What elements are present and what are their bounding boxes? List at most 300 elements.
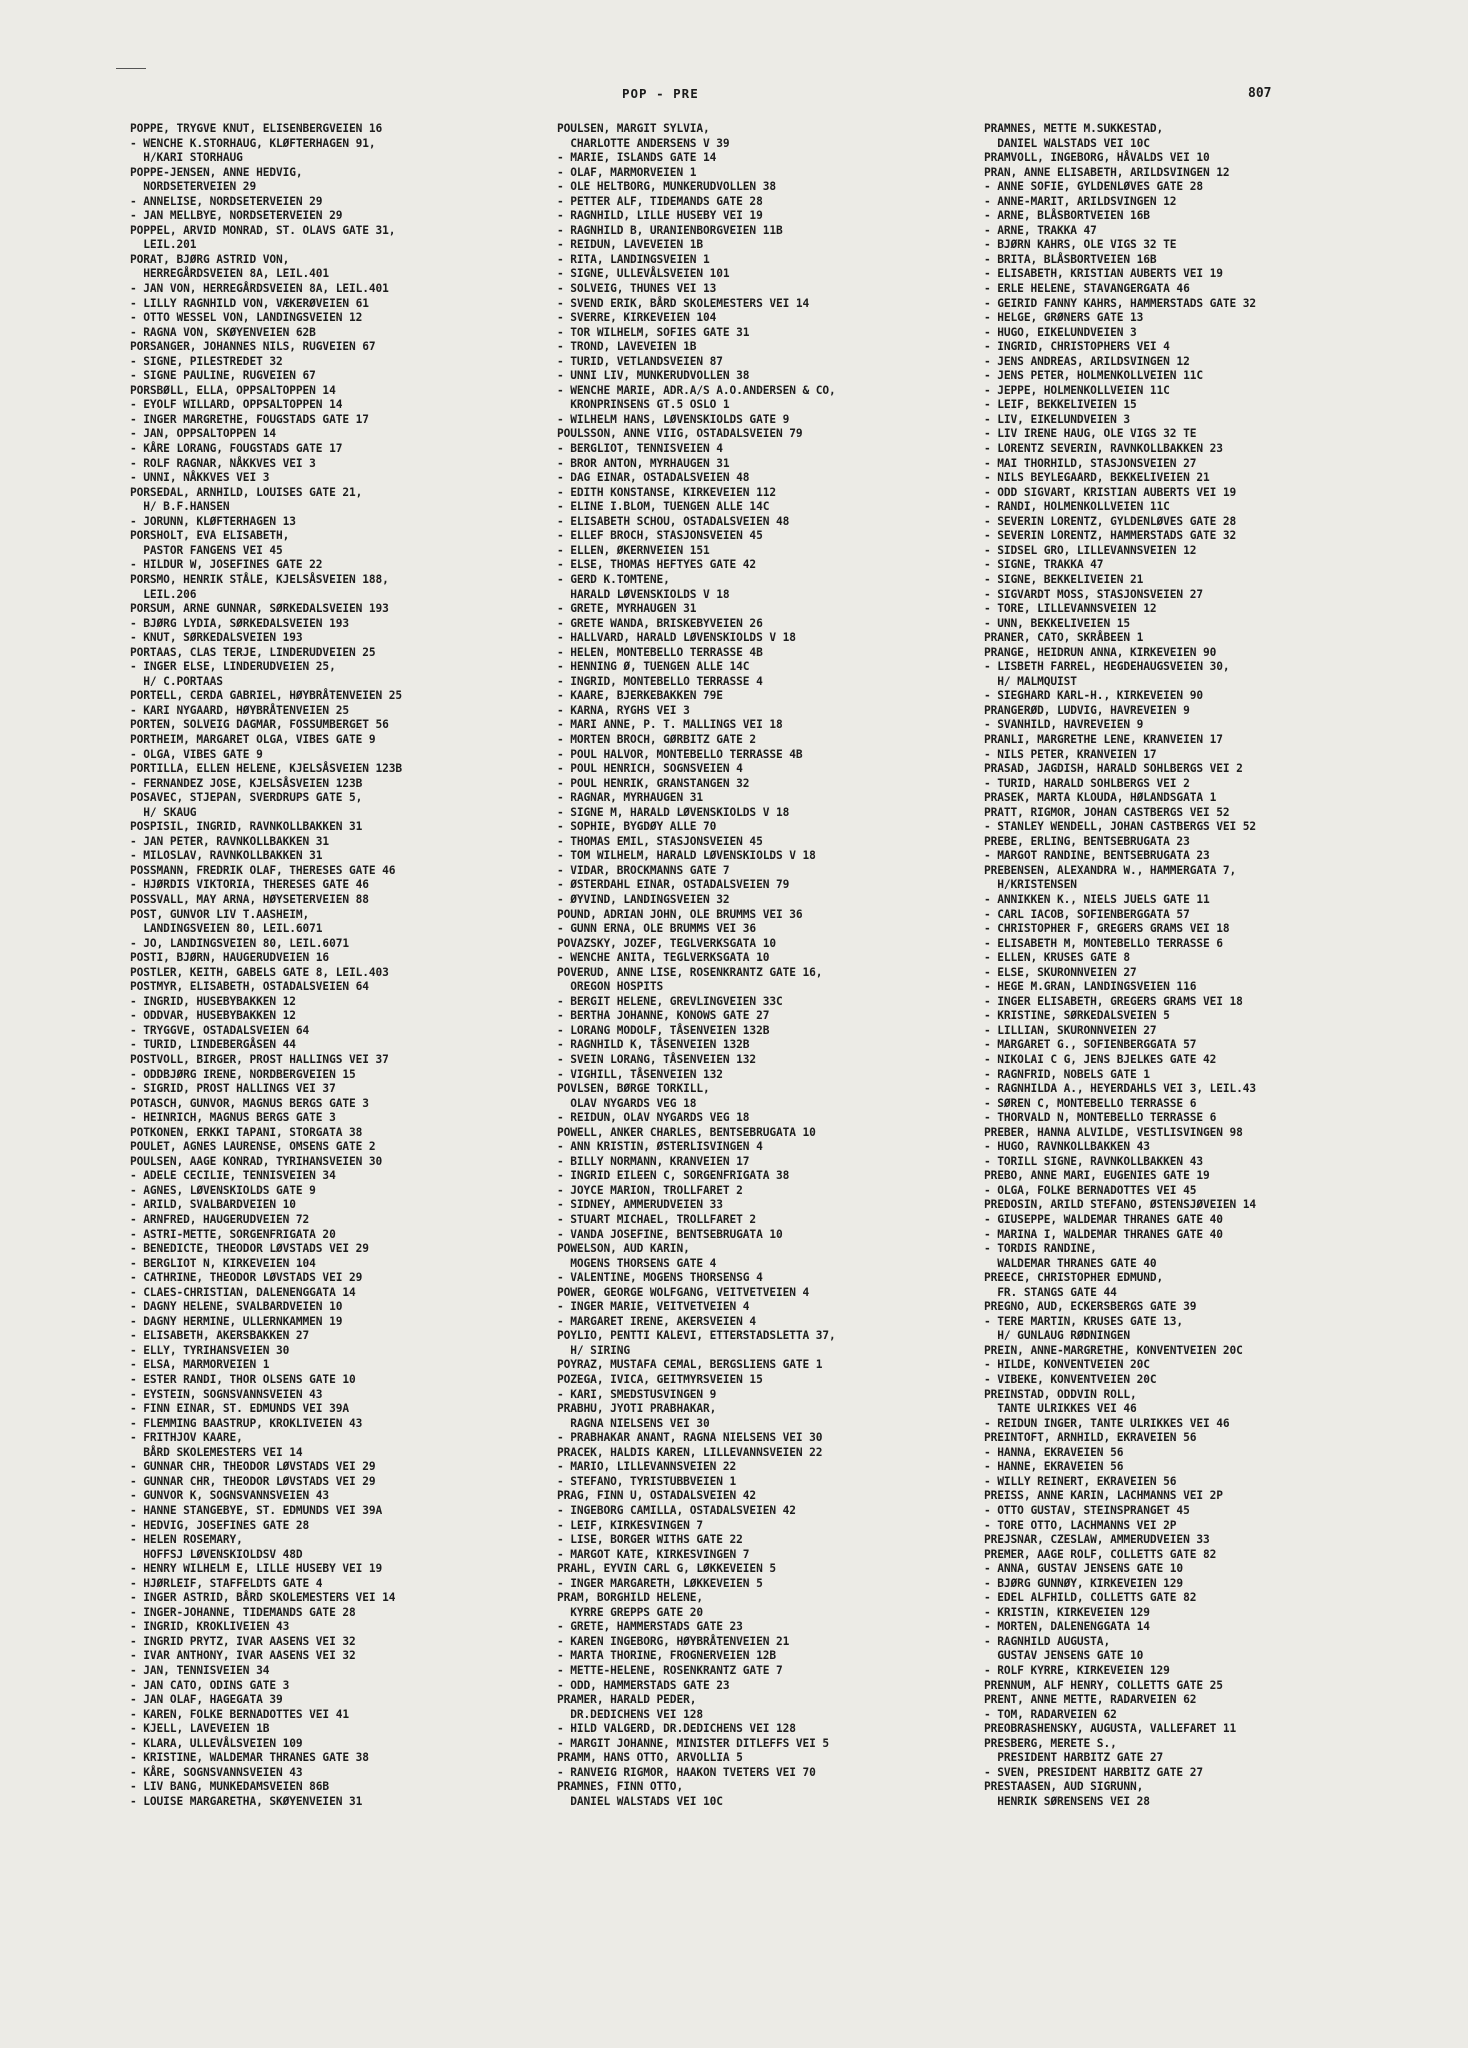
directory-entry: PORTAAS, CLAS TERJE, LINDERUDVEIEN 25 (130, 645, 376, 659)
directory-entry: - RAGNHILD B, URANIENBORGVEIEN 11B (557, 223, 783, 237)
directory-entry: H/ SIRING (557, 1343, 630, 1357)
directory-entry: PORTELL, CERDA GABRIEL, HØYBRÅTENVEIEN 25 (130, 689, 403, 703)
directory-entry: POVERUD, ANNE LISE, ROSENKRANTZ GATE 16, (557, 965, 823, 979)
directory-entry: POUND, ADRIAN JOHN, OLE BRUMMS VEI 36 (557, 907, 803, 921)
directory-entry: PORSBØLL, ELLA, OPPSALTOPPEN 14 (130, 383, 336, 397)
directory-entry: - GUNVOR K, SOGNSVANNSVEIEN 43 (130, 1489, 330, 1503)
directory-entry: - ROLF KYRRE, KIRKEVEIEN 129 (984, 1663, 1170, 1677)
directory-entry: - INGER ELSE, LINDERUDVEIEN 25, (130, 660, 336, 674)
directory-entry: - SIDNEY, AMMERUDVEIEN 33 (557, 1198, 723, 1212)
directory-entry: PRAMNES, METTE M.SUKKESTAD, (984, 122, 1164, 135)
directory-entry: - JORUNN, KLØFTERHAGEN 13 (130, 514, 296, 528)
directory-entry: PREGNO, AUD, ECKERSBERGS GATE 39 (984, 1300, 1197, 1314)
directory-entry: - ANNE-MARIT, ARILDSVINGEN 12 (984, 194, 1177, 208)
directory-entry: POSSVALL, MAY ARNA, HØYSETERVEIEN 88 (130, 892, 369, 906)
directory-entry: - SIGNE, ULLEVÅLSVEIEN 101 (557, 267, 730, 281)
directory-entry: - GEIRID FANNY KAHRS, HAMMERSTADS GATE 32 (984, 296, 1257, 310)
directory-entry: - MARTA THORINE, FROGNERVEIEN 12B (557, 1649, 776, 1663)
directory-entry: - HILDUR W, JOSEFINES GATE 22 (130, 558, 323, 572)
directory-entry: - LISE, BORGER WITHS GATE 22 (557, 1533, 743, 1547)
directory-entry: - VANDA JOSEFINE, BENTSEBRUGATA 10 (557, 1227, 783, 1241)
directory-entry: PREINSTAD, ODDVIN ROLL, (984, 1387, 1137, 1401)
directory-entry: - BROR ANTON, MYRHAUGEN 31 (557, 456, 730, 470)
directory-entry: - RAGNHILD AUGUSTA, (984, 1634, 1111, 1648)
directory-entry: - KJELL, LAVEVEIEN 1B (130, 1722, 270, 1736)
directory-entry: - REIDUN INGER, TANTE ULRIKKES VEI 46 (984, 1416, 1230, 1430)
directory-entry: - MILOSLAV, RAVNKOLLBAKKEN 31 (130, 849, 323, 863)
directory-entry: - HANNE, EKRAVEIEN 56 (984, 1460, 1124, 1474)
directory-entry: PRANER, CATO, SKRÅBEEN 1 (984, 631, 1144, 645)
directory-entry: - ANNE SOFIE, GYLDENLØVES GATE 28 (984, 180, 1203, 194)
directory-entry: - INGRID PRYTZ, IVAR AASENS VEI 32 (130, 1634, 356, 1648)
directory-entry: - KÅRE LORANG, FOUGSTADS GATE 17 (130, 442, 343, 456)
directory-entry: POULET, AGNES LAURENSE, OMSENS GATE 2 (130, 1140, 376, 1154)
directory-entry: - WILLY REINERT, EKRAVEIEN 56 (984, 1474, 1177, 1488)
directory-entry: - MARIO, LILLEVANNSVEIEN 22 (557, 1460, 737, 1474)
directory-entry: PREBE, ERLING, BENTSEBRUGATA 23 (984, 834, 1190, 848)
directory-entry: CHARLOTTE ANDERSENS V 39 (557, 136, 730, 150)
directory-entry: - FLEMMING BAASTRUP, KROKLIVEIEN 43 (130, 1416, 363, 1430)
directory-entry: - INGER MARIE, VEITVETVEIEN 4 (557, 1300, 750, 1314)
directory-entry: - GUNNAR CHR, THEODOR LØVSTADS VEI 29 (130, 1460, 376, 1474)
directory-entry: PREOBRASHENSKY, AUGUSTA, VALLEFARET 11 (984, 1722, 1237, 1736)
directory-entry: HENRIK SØRENSENS VEI 28 (984, 1794, 1150, 1808)
directory-entry: - KAREN, FOLKE BERNADOTTES VEI 41 (130, 1707, 349, 1721)
directory-entry: POPPE-JENSEN, ANNE HEDVIG, (130, 165, 303, 179)
directory-entry: - SOPHIE, BYGDØY ALLE 70 (557, 820, 717, 834)
directory-entry: - JAN MELLBYE, NORDSETERVEIEN 29 (130, 209, 343, 223)
directory-entry: POTKONEN, ERKKI TAPANI, STORGATA 38 (130, 1125, 363, 1139)
directory-entry: H/ SKAUG (130, 805, 197, 819)
directory-entry: - LORENTZ SEVERIN, RAVNKOLLBAKKEN 23 (984, 442, 1223, 456)
directory-entry: - DAGNY HERMINE, ULLERNKAMMEN 19 (130, 1314, 343, 1328)
directory-entry: - ARNE, BLÅSBORTVEIEN 16B (984, 209, 1150, 223)
directory-entry: - RAGNA VON, SKØYENVEIEN 62B (130, 325, 316, 339)
directory-entry: - JENS ANDREAS, ARILDSVINGEN 12 (984, 354, 1190, 368)
directory-entry: - MARI ANNE, P. T. MALLINGS VEI 18 (557, 718, 783, 732)
directory-entry: PORSANGER, JOHANNES NILS, RUGVEIEN 67 (130, 340, 376, 354)
directory-entry: - RANDI, HOLMENKOLLVEIEN 11C (984, 500, 1170, 514)
directory-entry: - THORVALD N, MONTEBELLO TERRASSE 6 (984, 1111, 1217, 1125)
directory-entry: - OLGA, FOLKE BERNADOTTES VEI 45 (984, 1183, 1197, 1197)
directory-entry: PRENNUM, ALF HENRY, COLLETTS GATE 25 (984, 1678, 1223, 1692)
directory-entry: - RAGNHILD K, TÅSENVEIEN 132B (557, 1038, 750, 1052)
directory-entry: PREMER, AAGE ROLF, COLLETTS GATE 82 (984, 1547, 1217, 1561)
directory-entry: - KARI NYGAARD, HØYBRÅTENVEIEN 25 (130, 703, 349, 717)
directory-entry: - TORE, LILLEVANNSVEIEN 12 (984, 602, 1157, 616)
directory-entry: - ARNE, TRAKKA 47 (984, 223, 1097, 237)
directory-entry: - GERD K.TOMTENE, (557, 572, 670, 586)
directory-entry: - TOM WILHELM, HARALD LØVENSKIOLDS V 18 (557, 849, 816, 863)
page-header (0, 86, 1468, 106)
directory-entry: - SIGVARDT MOSS, STASJONSVEIEN 27 (984, 587, 1203, 601)
directory-entry: OREGON HOSPITS (557, 980, 664, 994)
directory-entry: - KAREN INGEBORG, HØYBRÅTENVEIEN 21 (557, 1634, 790, 1648)
directory-entry: KRONPRINSENS GT.5 OSLO 1 (557, 398, 730, 412)
directory-entry: - WENCHE K.STORHAUG, KLØFTERHAGEN 91, (130, 136, 376, 150)
directory-entry: - BERGLIOT, TENNISVEIEN 4 (557, 442, 723, 456)
directory-entry: - HEDVIG, JOSEFINES GATE 28 (130, 1518, 310, 1532)
directory-entry: H/ B.F.HANSEN (130, 500, 230, 514)
directory-entry: - BRITA, BLÅSBORTVEIEN 16B (984, 252, 1157, 266)
directory-entry: PREINTOFT, ARNHILD, EKRAVEIEN 56 (984, 1431, 1197, 1445)
directory-entry: - NILS BEYLEGAARD, BEKKELIVEIEN 21 (984, 471, 1210, 485)
directory-entry: DR.DEDICHENS VEI 128 (557, 1707, 703, 1721)
directory-entry: - ADELE CECILIE, TENNISVEIEN 34 (130, 1169, 336, 1183)
directory-entry: - ANNELISE, NORDSETERVEIEN 29 (130, 194, 323, 208)
directory-entry: - NILS PETER, KRANVEIEN 17 (984, 747, 1157, 761)
directory-entry: - RAGNHILDA A., HEYERDAHLS VEI 3, LEIL.43 (984, 1082, 1257, 1096)
directory-entry: - FERNANDEZ JOSE, KJELSÅSVEIEN 123B (130, 776, 363, 790)
directory-entry: - UNNI LIV, MUNKERUDVOLLEN 38 (557, 369, 750, 383)
directory-entry: - ELISABETH, KRISTIAN AUBERTS VEI 19 (984, 267, 1223, 281)
directory-entry: - ANNIKKEN K., NIELS JUELS GATE 11 (984, 892, 1210, 906)
directory-entry: PREISS, ANNE KARIN, LACHMANNS VEI 2P (984, 1489, 1223, 1503)
directory-entry: - INGRID, KROKLIVEIEN 43 (130, 1620, 290, 1634)
directory-entry: PRANGE, HEIDRUN ANNA, KIRKEVEIEN 90 (984, 645, 1217, 659)
directory-entry: - RAGNAR, MYRHAUGEN 31 (557, 791, 703, 805)
directory-entry: - KRISTINE, SØRKEDALSVEIEN 5 (984, 1009, 1170, 1023)
directory-entry: - SEVERIN LORENTZ, HAMMERSTADS GATE 32 (984, 529, 1237, 543)
directory-entry: - HJØRLEIF, STAFFELDTS GATE 4 (130, 1576, 323, 1590)
directory-entry: - STANLEY WENDELL, JOHAN CASTBERGS VEI 52 (984, 820, 1257, 834)
directory-entry: - FRITHJOV KAARE, (130, 1431, 243, 1445)
directory-entry: POPPE, TRYGVE KNUT, ELISENBERGVEIEN 16 (130, 122, 383, 135)
directory-entry: H/KARI STORHAUG (130, 151, 243, 165)
directory-entry: - JAN VON, HERREGÅRDSVEIEN 8A, LEIL.401 (130, 282, 389, 296)
directory-entry: MOGENS THORSENS GATE 4 (557, 1256, 717, 1270)
directory-entry: - LIV BANG, MUNKEDAMSVEIEN 86B (130, 1780, 330, 1794)
directory-entry: - ELSE, SKURONNVEIEN 27 (984, 965, 1137, 979)
directory-entry: - LIV IRENE HAUG, OLE VIGS 32 TE (984, 427, 1197, 441)
directory-entry: PASTOR FANGENS VEI 45 (130, 543, 283, 557)
directory-entry: - OLGA, VIBES GATE 9 (130, 747, 263, 761)
directory-entry: - TOR WILHELM, SOFIES GATE 31 (557, 325, 750, 339)
directory-entry: - SIEGHARD KARL-H., KIRKEVEIEN 90 (984, 689, 1203, 703)
directory-entry: - DAG EINAR, OSTADALSVEIEN 48 (557, 471, 750, 485)
directory-entry: POYRAZ, MUSTAFA CEMAL, BERGSLIENS GATE 1 (557, 1358, 823, 1372)
directory-entry: - ASTRI-METTE, SORGENFRIGATA 20 (130, 1227, 336, 1241)
directory-entry: - ØSTERDAHL EINAR, OSTADALSVEIEN 79 (557, 878, 790, 892)
directory-entry: - HILD VALGERD, DR.DEDICHENS VEI 128 (557, 1722, 796, 1736)
directory-entry: - UNN, BEKKELIVEIEN 15 (984, 616, 1130, 630)
directory-entry: - BJØRN KAHRS, OLE VIGS 32 TE (984, 238, 1177, 252)
directory-entry: - SIGNE M, HARALD LØVENSKIOLDS V 18 (557, 805, 790, 819)
directory-entry: PRESTAASEN, AUD SIGRUNN, (984, 1780, 1144, 1794)
directory-entry: - ARILD, SVALBARDVEIEN 10 (130, 1198, 296, 1212)
directory-entry: - HALLVARD, HARALD LØVENSKIOLDS V 18 (557, 631, 796, 645)
directory-entry: - HJØRDIS VIKTORIA, THERESES GATE 46 (130, 878, 369, 892)
directory-entry: - ARNFRED, HAUGERUDVEIEN 72 (130, 1213, 310, 1227)
directory-entry: PRASAD, JAGDISH, HARALD SOHLBERGS VEI 2 (984, 762, 1243, 776)
directory-entry: - KAARE, BJERKEBAKKEN 79E (557, 689, 723, 703)
directory-entry: WALDEMAR THRANES GATE 40 (984, 1256, 1157, 1270)
directory-entry: - SØREN C, MONTEBELLO TERRASSE 6 (984, 1096, 1197, 1110)
directory-entry: POYLIO, PENTTI KALEVI, ETTERSTADSLETTA 37, (557, 1329, 836, 1343)
directory-entry: - VIDAR, BROCKMANNS GATE 7 (557, 863, 730, 877)
directory-entry: - WENCHE MARIE, ADR.A/S A.O.ANDERSEN & CO, (557, 383, 836, 397)
directory-entry: - TURID, HARALD SOHLBERGS VEI 2 (984, 776, 1190, 790)
directory-entry: PRENT, ANNE METTE, RADARVEIEN 62 (984, 1693, 1197, 1707)
directory-entry: - POUL HENRICH, SOGNSVEIEN 4 (557, 762, 743, 776)
directory-entry: - SIDSEL GRO, LILLEVANNSVEIEN 12 (984, 543, 1197, 557)
directory-entry: PREBER, HANNA ALVILDE, VESTLISVINGEN 98 (984, 1125, 1243, 1139)
column-2 (557, 122, 977, 1809)
directory-entry: H/ MALMQUIST (984, 674, 1077, 688)
directory-entry: PRANGERØD, LUDVIG, HAVREVEIEN 9 (984, 703, 1190, 717)
directory-entry: - LORANG MODOLF, TÅSENVEIEN 132B (557, 1023, 770, 1037)
directory-entry: - GRETE, HAMMERSTADS GATE 23 (557, 1620, 743, 1634)
directory-entry: PRESBERG, MERETE S., (984, 1736, 1117, 1750)
directory-entry: - ESTER RANDI, THOR OLSENS GATE 10 (130, 1373, 356, 1387)
directory-entry: - SIGRID, PROST HALLINGS VEI 37 (130, 1082, 336, 1096)
directory-entry: - GUNNAR CHR, THEODOR LØVSTADS VEI 29 (130, 1474, 376, 1488)
directory-entry: - HUGO, EIKELUNDVEIEN 3 (984, 325, 1137, 339)
directory-entry: - KRISTINE, WALDEMAR THRANES GATE 38 (130, 1751, 369, 1765)
directory-entry: H/ GUNLAUG RØDNINGEN (984, 1329, 1130, 1343)
directory-entry: - TERE MARTIN, KRUSES GATE 13, (984, 1314, 1184, 1328)
directory-entry: - BERGLIOT N, KIRKEVEIEN 104 (130, 1256, 316, 1270)
directory-entry: - TORILL SIGNE, RAVNKOLLBAKKEN 43 (984, 1154, 1203, 1168)
directory-entry: NORDSETERVEIEN 29 (130, 180, 257, 194)
directory-entry: - JAN, OPPSALTOPPEN 14 (130, 427, 276, 441)
directory-entry: - LEIF, BEKKELIVEIEN 15 (984, 398, 1137, 412)
directory-entry: POWER, GEORGE WOLFGANG, VEITVETVEIEN 4 (557, 1285, 810, 1299)
directory-entry: - CLAES-CHRISTIAN, DALENENGGATA 14 (130, 1285, 356, 1299)
directory-entry: - ELINE I.BLOM, TUENGEN ALLE 14C (557, 500, 770, 514)
directory-entry: BÅRD SKOLEMESTERS VEI 14 (130, 1445, 303, 1459)
directory-entry: - MARGARET IRENE, AKERSVEIEN 4 (557, 1314, 757, 1328)
directory-entry: PRAMNES, FINN OTTO, (557, 1780, 684, 1794)
directory-entry: - WENCHE ANITA, TEGLVERKSGATA 10 (557, 951, 770, 965)
directory-entry: - EYSTEIN, SOGNSVANNSVEIEN 43 (130, 1387, 323, 1401)
directory-entry: - MORTEN BROCH, GØRBITZ GATE 2 (557, 732, 757, 746)
directory-entry: - MARGOT KATE, KIRKESVINGEN 7 (557, 1547, 750, 1561)
directory-entry: - KÅRE, SOGNSVANNSVEIEN 43 (130, 1765, 303, 1779)
directory-entry: - LEIF, KIRKESVINGEN 7 (557, 1518, 703, 1532)
directory-entry: - RITA, LANDINGSVEIEN 1 (557, 252, 710, 266)
directory-entry: H/ C.PORTAAS (130, 674, 223, 688)
directory-entry: POTASCH, GUNVOR, MAGNUS BERGS GATE 3 (130, 1096, 369, 1110)
directory-entry: POSSMANN, FREDRIK OLAF, THERESES GATE 46 (130, 863, 396, 877)
directory-entry: - TROND, LAVEVEIEN 1B (557, 340, 697, 354)
directory-entry: - HELEN ROSEMARY, (130, 1533, 243, 1547)
directory-entry: DANIEL WALSTADS VEI 10C (984, 136, 1150, 150)
directory-entry: - SVEND ERIK, BÅRD SKOLEMESTERS VEI 14 (557, 296, 810, 310)
directory-entry: - LISBETH FARREL, HEGDEHAUGSVEIEN 30, (984, 660, 1230, 674)
directory-entry: LEIL.206 (130, 587, 197, 601)
directory-entry: PRAN, ANNE ELISABETH, ARILDSVINGEN 12 (984, 165, 1230, 179)
directory-entry: - LIV, EIKELUNDVEIEN 3 (984, 412, 1130, 426)
directory-entry: POSTLER, KEITH, GABELS GATE 8, LEIL.403 (130, 965, 389, 979)
directory-entry: - HANNE STANGEBYE, ST. EDMUNDS VEI 39A (130, 1503, 383, 1517)
directory-entry: PREJSNAR, CZESLAW, AMMERUDVEIEN 33 (984, 1533, 1210, 1547)
directory-entry: H/KRISTENSEN (984, 878, 1077, 892)
directory-entry: - TOM, RADARVEIEN 62 (984, 1707, 1117, 1721)
directory-entry: - ELLEF BROCH, STASJONSVEIEN 45 (557, 529, 763, 543)
directory-entry: - BILLY NORMANN, KRANVEIEN 17 (557, 1154, 750, 1168)
directory-entry: PORSMO, HENRIK STÅLE, KJELSÅSVEIEN 188, (130, 572, 389, 586)
directory-entry: - CARL IACOB, SOFIENBERGGATA 57 (984, 907, 1190, 921)
directory-entry: - ANNA, GUSTAV JENSENS GATE 10 (984, 1562, 1184, 1576)
directory-entry: - BJØRG LYDIA, SØRKEDALSVEIEN 193 (130, 616, 349, 630)
directory-entry: - OTTO GUSTAV, STEINSPRANGET 45 (984, 1503, 1190, 1517)
directory-entry: POZEGA, IVICA, GEITMYRSVEIEN 15 (557, 1373, 763, 1387)
directory-entry: POSTI, BJØRN, HAUGERUDVEIEN 16 (130, 951, 330, 965)
directory-entry: - MORTEN, DALENENGGATA 14 (984, 1620, 1150, 1634)
directory-entry: PRATT, RIGMOR, JOHAN CASTBERGS VEI 52 (984, 805, 1230, 819)
directory-entry: - SOLVEIG, THUNES VEI 13 (557, 282, 717, 296)
directory-entry: - DAGNY HELENE, SVALBARDVEIEN 10 (130, 1300, 343, 1314)
directory-entry: - GUNN ERNA, OLE BRUMMS VEI 36 (557, 922, 757, 936)
directory-entry: - HUGO, RAVNKOLLBAKKEN 43 (984, 1140, 1150, 1154)
directory-entry: - KNUT, SØRKEDALSVEIEN 193 (130, 631, 303, 645)
directory-entry: - HEINRICH, MAGNUS BERGS GATE 3 (130, 1111, 336, 1125)
directory-entry: PRANLI, MARGRETHE LENE, KRANVEIEN 17 (984, 732, 1223, 746)
directory-entry: - MARGIT JOHANNE, MINISTER DITLEFFS VEI 5 (557, 1736, 830, 1750)
directory-entry: POST, GUNVOR LIV T.AASHEIM, (130, 907, 310, 921)
scan-mark (116, 68, 146, 69)
directory-entry: - ELLY, TYRIHANSVEIEN 30 (130, 1343, 290, 1357)
directory-entry: PORAT, BJØRG ASTRID VON, (130, 252, 290, 266)
directory-entry: - INGEBORG CAMILLA, OSTADALSVEIEN 42 (557, 1503, 796, 1517)
directory-entry: PRAMER, HARALD PEDER, (557, 1693, 697, 1707)
directory-entry: LEIL.201 (130, 238, 197, 252)
directory-entry: - HENNING Ø, TUENGEN ALLE 14C (557, 660, 750, 674)
directory-entry: - ØYVIND, LANDINGSVEIEN 32 (557, 892, 730, 906)
directory-entry: - OLE HELTBORG, MUNKERUDVOLLEN 38 (557, 180, 776, 194)
directory-entry: PRAM, BORGHILD HELENE, (557, 1591, 703, 1605)
directory-entry: FR. STANGS GATE 44 (984, 1285, 1117, 1299)
directory-entry: - REIDUN, LAVEVEIEN 1B (557, 238, 703, 252)
directory-entry: - IVAR ANTHONY, IVAR AASENS VEI 32 (130, 1649, 356, 1663)
directory-entry: - JOYCE MARION, TROLLFARET 2 (557, 1183, 743, 1197)
directory-entry: - KRISTIN, KIRKEVEIEN 129 (984, 1605, 1150, 1619)
directory-entry: PORSHOLT, EVA ELISABETH, (130, 529, 290, 543)
directory-entry: - MARINA I, WALDEMAR THRANES GATE 40 (984, 1227, 1223, 1241)
directory-entry: LANDINGSVEIEN 80, LEIL.6071 (130, 922, 323, 936)
directory-entry: - KLARA, ULLEVÅLSVEIEN 109 (130, 1736, 303, 1750)
directory-entry: - INGRID, HUSEBYBAKKEN 12 (130, 994, 296, 1008)
directory-entry: PORSUM, ARNE GUNNAR, SØRKEDALSVEIEN 193 (130, 602, 389, 616)
directory-entry: PRACEK, HALDIS KAREN, LILLEVANNSVEIEN 22 (557, 1445, 823, 1459)
directory-entry: - PRABHAKAR ANANT, RAGNA NIELSENS VEI 30 (557, 1431, 823, 1445)
directory-entry: - INGER ASTRID, BÅRD SKOLEMESTERS VEI 14 (130, 1591, 396, 1605)
directory-entry: - INGRID, MONTEBELLO TERRASSE 4 (557, 674, 763, 688)
directory-entry: - PETTER ALF, TIDEMANDS GATE 28 (557, 194, 763, 208)
directory-entry: PORTHEIM, MARGARET OLGA, VIBES GATE 9 (130, 732, 376, 746)
directory-entry: POVLSEN, BØRGE TORKILL, (557, 1082, 710, 1096)
directory-entry: - OLAF, MARMORVEIEN 1 (557, 165, 697, 179)
directory-entry: - ODD SIGVART, KRISTIAN AUBERTS VEI 19 (984, 485, 1237, 499)
directory-entry: POSTMYR, ELISABETH, OSTADALSVEIEN 64 (130, 980, 369, 994)
directory-entry: - RANVEIG RIGMOR, HAAKON TVETERS VEI 70 (557, 1765, 816, 1779)
directory-entry: PRESIDENT HARBITZ GATE 27 (984, 1751, 1164, 1765)
directory-entry: POPPEL, ARVID MONRAD, ST. OLAVS GATE 31, (130, 223, 396, 237)
directory-entry: - JAN PETER, RAVNKOLLBAKKEN 31 (130, 834, 330, 848)
directory-entry: - VIGHILL, TÅSENVEIEN 132 (557, 1067, 723, 1081)
directory-entry: - EDEL ALFHILD, COLLETTS GATE 82 (984, 1591, 1197, 1605)
directory-entry: - BERTHA JOHANNE, KONOWS GATE 27 (557, 1009, 770, 1023)
directory-entry: - TORDIS RANDINE, (984, 1242, 1097, 1256)
directory-entry: - OTTO WESSEL VON, LANDINGSVEIEN 12 (130, 311, 363, 325)
directory-entry: - ROLF RAGNAR, NÅKKVES VEI 3 (130, 456, 316, 470)
directory-entry: - SIGNE, PILESTREDET 32 (130, 354, 283, 368)
directory-entry: - SVERRE, KIRKEVEIEN 104 (557, 311, 717, 325)
directory-entry: - VALENTINE, MOGENS THORSENSG 4 (557, 1271, 763, 1285)
directory-entry: - THOMAS EMIL, STASJONSVEIEN 45 (557, 834, 763, 848)
directory-entry: - ELLEN, KRUSES GATE 8 (984, 951, 1130, 965)
directory-entry: - INGRID, CHRISTOPHERS VEI 4 (984, 340, 1170, 354)
directory-entry: - POUL HALVOR, MONTEBELLO TERRASSE 4B (557, 747, 803, 761)
directory-entry: - ELSA, MARMORVEIEN 1 (130, 1358, 270, 1372)
column-3 (984, 122, 1404, 1809)
directory-entry: - HILDE, KONVENTVEIEN 20C (984, 1358, 1150, 1372)
directory-entry: - LOUISE MARGARETHA, SKØYENVEIEN 31 (130, 1794, 363, 1808)
directory-entry: - ODD, HAMMERSTADS GATE 23 (557, 1678, 730, 1692)
directory-entry: - INGER MARGRETHE, FOUGSTADS GATE 17 (130, 412, 369, 426)
directory-entry: - CATHRINE, THEODOR LØVSTADS VEI 29 (130, 1271, 363, 1285)
directory-entry: PREBO, ANNE MARI, EUGENIES GATE 19 (984, 1169, 1210, 1183)
directory-entry: POULSEN, AAGE KONRAD, TYRIHANSVEIEN 30 (130, 1154, 383, 1168)
directory-entry: - HEGE M.GRAN, LANDINGSVEIEN 116 (984, 980, 1197, 994)
directory-entry: - SVEN, PRESIDENT HARBITZ GATE 27 (984, 1765, 1203, 1779)
directory-entry: PORTEN, SOLVEIG DAGMAR, FOSSUMBERGET 56 (130, 718, 389, 732)
directory-entry: POULSEN, MARGIT SYLVIA, (557, 122, 710, 135)
directory-entry: - KARNA, RYGHS VEI 3 (557, 703, 690, 717)
directory-entry: - JO, LANDINGSVEIEN 80, LEIL.6071 (130, 936, 349, 950)
directory-entry: - GIUSEPPE, WALDEMAR THRANES GATE 40 (984, 1213, 1223, 1227)
directory-entry: PREECE, CHRISTOPHER EDMUND, (984, 1271, 1164, 1285)
directory-entry: - NIKOLAI C G, JENS BJELKES GATE 42 (984, 1053, 1217, 1066)
directory-entry: - MAI THORHILD, STASJONSVEIEN 27 (984, 456, 1197, 470)
directory-entry: PRABHU, JYOTI PRABHAKAR, (557, 1402, 717, 1416)
directory-entry: PRASEK, MARTA KLOUDA, HØLANDSGATA 1 (984, 791, 1217, 805)
directory-entry: - INGER MARGARETH, LØKKEVEIEN 5 (557, 1576, 763, 1590)
directory-entry: PRAG, FINN U, OSTADALSVEIEN 42 (557, 1489, 757, 1503)
directory-entry: - ERLE HELENE, STAVANGERGATA 46 (984, 282, 1190, 296)
directory-entry: - ELSE, THOMAS HEFTYES GATE 42 (557, 558, 757, 572)
directory-entry: TANTE ULRIKKES VEI 46 (984, 1402, 1137, 1416)
directory-entry: - ELLEN, ØKERNVEIEN 151 (557, 543, 710, 557)
directory-entry: - AGNES, LØVENSKIOLDS GATE 9 (130, 1183, 316, 1197)
directory-entry: GUSTAV JENSENS GATE 10 (984, 1649, 1144, 1663)
directory-entry: PREDOSIN, ARILD STEFANO, ØSTENSJØVEIEN 14 (984, 1198, 1257, 1212)
directory-entry: PORSEDAL, ARNHILD, LOUISES GATE 21, (130, 485, 363, 499)
directory-entry: - BJØRG GUNNØY, KIRKEVEIEN 129 (984, 1576, 1184, 1590)
directory-entry: - INGER ELISABETH, GREGERS GRAMS VEI 18 (984, 994, 1243, 1008)
directory-entry: POSPISIL, INGRID, RAVNKOLLBAKKEN 31 (130, 820, 363, 834)
directory-entry: PORTILLA, ELLEN HELENE, KJELSÅSVEIEN 123B (130, 762, 403, 776)
directory-entry: - MARGARET G., SOFIENBERGGATA 57 (984, 1038, 1197, 1052)
directory-entry: - RAGNFRID, NOBELS GATE 1 (984, 1067, 1150, 1081)
directory-entry: POWELSON, AUD KARIN, (557, 1242, 690, 1256)
directory-entry: HARALD LØVENSKIOLDS V 18 (557, 587, 730, 601)
directory-entry: - TORE OTTO, LACHMANNS VEI 2P (984, 1518, 1177, 1532)
directory-entry: HOFFSJ LØVENSKIOLDSV 48D (130, 1547, 303, 1561)
directory-entry: - ELISABETH M, MONTEBELLO TERRASSE 6 (984, 936, 1223, 950)
directory-entry: - ELISABETH SCHOU, OSTADALSVEIEN 48 (557, 514, 790, 528)
directory-entry: - LILLIAN, SKURONNVEIEN 27 (984, 1023, 1157, 1037)
directory-entry: PRAHL, EYVIN CARL G, LØKKEVEIEN 5 (557, 1562, 776, 1576)
directory-entry: - GRETE WANDA, BRISKEBYVEIEN 26 (557, 616, 763, 630)
directory-entry: - INGER-JOHANNE, TIDEMANDS GATE 28 (130, 1605, 356, 1619)
directory-entry: - FINN EINAR, ST. EDMUNDS VEI 39A (130, 1402, 349, 1416)
directory-entry: - ODDVAR, HUSEBYBAKKEN 12 (130, 1009, 296, 1023)
directory-entry: - JENS PETER, HOLMENKOLLVEIEN 11C (984, 369, 1203, 383)
directory-entry: - SIGNE, TRAKKA 47 (984, 558, 1104, 572)
directory-entry: DANIEL WALSTADS VEI 10C (557, 1794, 723, 1808)
